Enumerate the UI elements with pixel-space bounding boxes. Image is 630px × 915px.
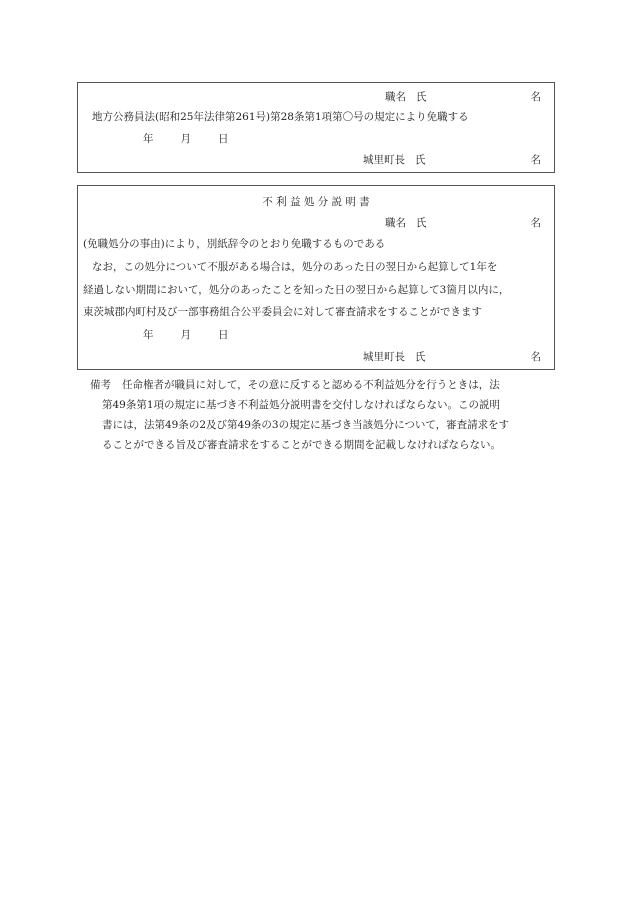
name-label-last: 名 <box>530 217 541 229</box>
statement-line-1: (免職処分の事由)により，別紙辞令のとおり免職するものである <box>83 238 386 250</box>
name-label-first: 氏 <box>416 217 427 229</box>
statement-line-2: なお，この処分について不服がある場合は，処分のあった日の翌日から起算して1年を <box>92 261 498 273</box>
issuer-title: 城里町長 <box>363 154 405 166</box>
statement-line-4: 東茨城郡内町村及び一部事務組合公平委員会に対して審査請求をすることができます <box>83 306 482 318</box>
position-label: 職名 <box>385 217 406 229</box>
issuer-title: 城里町長 <box>363 351 405 363</box>
issuer-name-first: 氏 <box>415 351 426 363</box>
position-name-line <box>385 216 427 230</box>
date-day: 日 <box>218 133 229 145</box>
issuer-name-first: 氏 <box>415 154 426 166</box>
name-label-last: 名 <box>530 91 541 103</box>
date-line <box>143 328 229 342</box>
remarks-first-line <box>90 375 550 395</box>
remarks-section <box>90 375 550 455</box>
issuer-name-last: 名 <box>530 351 541 363</box>
issuer-line <box>363 350 426 364</box>
remarks-line-1: 任命権者が職員に対して，その意に反すると認める不利益処分を行うときは，法 <box>122 379 500 391</box>
remarks-line-3: 書には，法第49条の2及び第49条の3の規定に基づき当該処分について，審査請求をす <box>102 419 510 431</box>
statement-title: 不 利 益 処 分 説 明 書 <box>262 196 370 208</box>
statement-line-3: 経過しない期間において，処分のあったことを知った日の翌日から起算して3箇月以内に， <box>83 284 510 296</box>
remarks-line-2: 第49条第1項の規定に基づき不利益処分説明書を交付しなければならない。この説明 <box>102 399 501 411</box>
date-month: 月 <box>180 133 191 145</box>
date-line <box>143 132 229 146</box>
remarks-heading: 備考 <box>90 379 111 391</box>
position-name-line <box>385 90 427 104</box>
dismissal-notice-box <box>77 82 555 173</box>
issuer-name-last: 名 <box>530 154 541 166</box>
name-label-first: 氏 <box>416 91 427 103</box>
dismissal-body: 地方公務員法(昭和25年法律第261号)第28条第1項第〇号の規定により免職する <box>92 111 469 123</box>
position-label: 職名 <box>385 91 406 103</box>
issuer-line <box>363 153 426 167</box>
date-month: 月 <box>180 329 191 341</box>
date-day: 日 <box>218 329 229 341</box>
date-year: 年 <box>143 329 154 341</box>
disadvantage-statement-box <box>77 185 555 370</box>
remarks-line-4: ることができる旨及び審査請求をすることができる期間を記載しなければならない。 <box>102 439 501 451</box>
date-year: 年 <box>143 133 154 145</box>
